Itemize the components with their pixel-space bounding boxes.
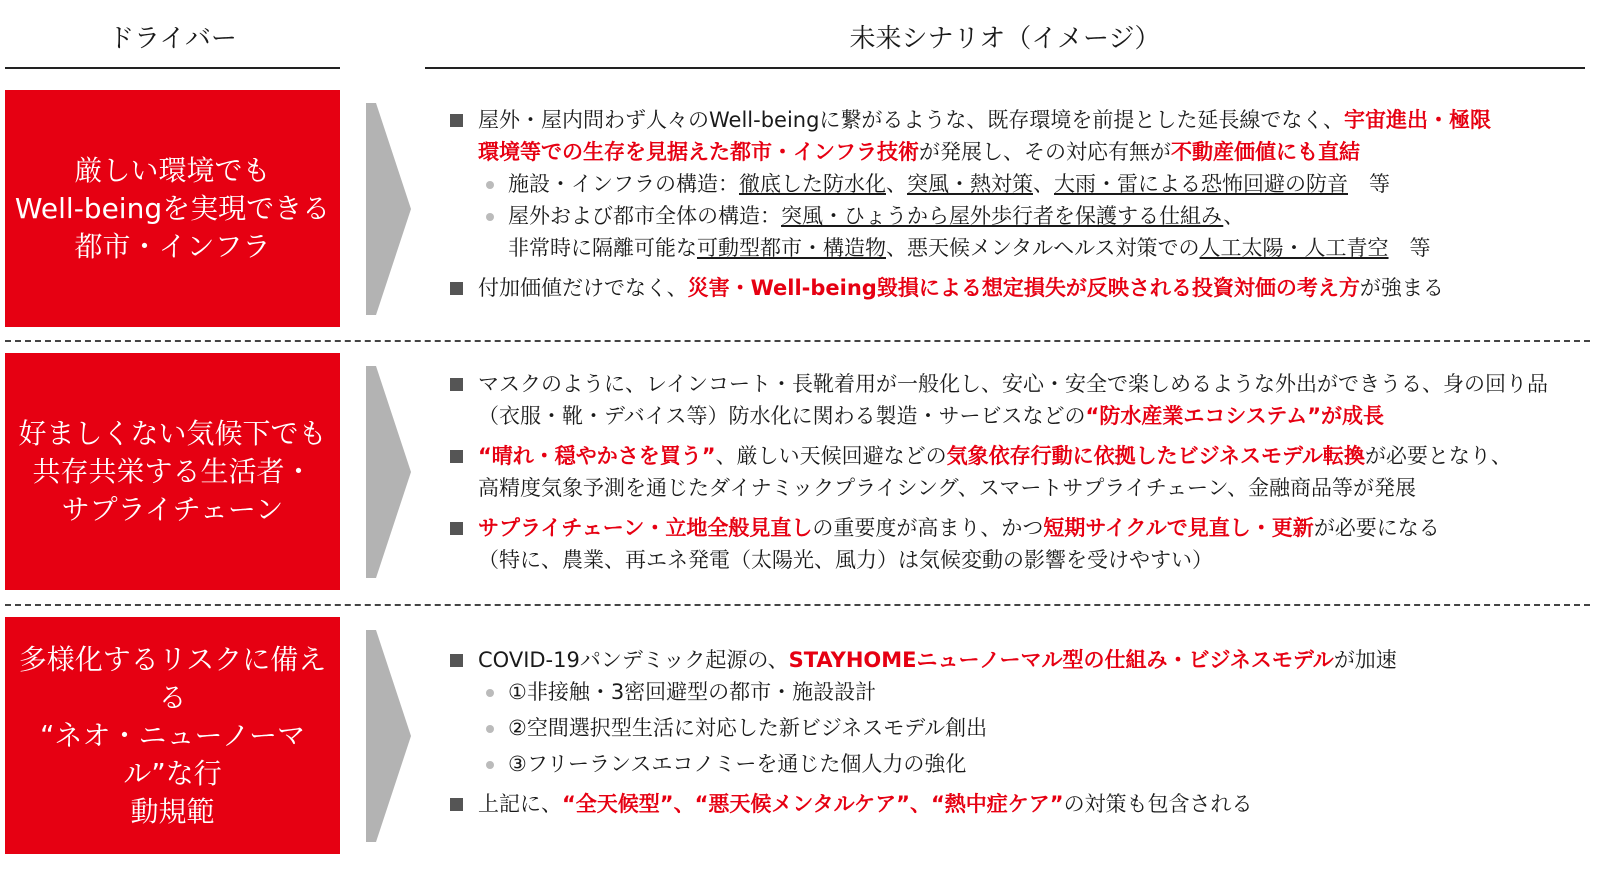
driver-3-line-2: “ネオ・ニューノーマル”な行 bbox=[39, 718, 306, 790]
underlined-text: 大雨・雷による恐怖回避の防音 bbox=[1054, 172, 1348, 196]
underlined-text: 徹底した防水化 bbox=[739, 172, 886, 196]
bullet-dot-icon bbox=[486, 761, 494, 769]
driver-1-line-2: Well-beingを実現できる bbox=[14, 191, 331, 225]
text-span: （特に、農業、再エネ発電（太陽光、風力）は気候変動の影響を受けやすい） bbox=[478, 548, 1213, 572]
text-span: （衣服・靴・デバイス等）防水化に関わる製造・サービスなどの bbox=[478, 404, 1086, 428]
bullet-dot-icon bbox=[486, 725, 494, 733]
underlined-text: 可動型都市・構造物 bbox=[697, 236, 886, 260]
chevron-arrow-1 bbox=[366, 103, 411, 315]
highlight-text: 災害・Well-being毀損による想定損失が反映される投資対価の考え方 bbox=[687, 276, 1360, 300]
text-span: ①非接触・3密回避型の都市・施設設計 bbox=[508, 680, 877, 704]
sub-bullet-continuation bbox=[450, 232, 1590, 264]
text-span: 、 bbox=[1223, 204, 1245, 228]
driver-1-line-1: 厳しい環境でも bbox=[74, 153, 271, 187]
sub-bullet-item bbox=[450, 200, 1590, 232]
bullet-continuation bbox=[450, 136, 1590, 168]
text-span: の対策も包含される bbox=[1063, 792, 1253, 816]
scenario-section-3 bbox=[450, 644, 1590, 820]
scenario-section-2 bbox=[450, 368, 1590, 576]
highlight-text: 環境等での生存を見据えた都市・インフラ技術 bbox=[478, 140, 919, 164]
highlight-text: STAYHOMEニューノーマル型の仕組み・ビジネスモデル bbox=[788, 648, 1334, 672]
driver-3-line-3: 動規範 bbox=[130, 794, 215, 828]
text-span: 付加価値だけでなく、 bbox=[478, 276, 688, 300]
text-span: 等 bbox=[1388, 236, 1431, 260]
bullet-item bbox=[450, 440, 1590, 472]
bullet-continuation bbox=[450, 400, 1590, 432]
text-span: 、 bbox=[886, 172, 907, 196]
highlight-text: 短期サイクルで見直し・更新 bbox=[1043, 516, 1314, 540]
text-span: 、悪天候メンタルヘルス対策での bbox=[886, 236, 1200, 260]
text-span: が必要となり、 bbox=[1364, 444, 1512, 468]
text-span: の重要度が高まり、かつ bbox=[812, 516, 1044, 540]
chevron-arrow-2 bbox=[366, 366, 411, 578]
text-span: 屋外・屋内問わず人々のWell-beingに繋がるような、既存環境を前提とした延長線でなく、 bbox=[478, 108, 1345, 132]
bullet-item bbox=[450, 788, 1590, 820]
driver-3-line-1: 多様化するリスクに備える bbox=[18, 642, 327, 714]
driver-1-line-3: 都市・インフラ bbox=[74, 229, 271, 263]
scenario-section-1 bbox=[450, 104, 1590, 304]
underlined-text: 人工太陽・人工青空 bbox=[1199, 236, 1389, 260]
text-span: が必要になる bbox=[1313, 516, 1440, 540]
driver-2-line-2: 共存共栄する生活者・ bbox=[32, 454, 313, 488]
bullet-item bbox=[450, 644, 1590, 676]
text-span: 高精度気象予測を通じたダイナミックプライシング、スマートサプライチェーン、金融商品等が発展 bbox=[478, 476, 1416, 500]
highlight-text: 不動産価値にも直結 bbox=[1171, 140, 1360, 164]
scenario-header-rule bbox=[425, 67, 1585, 69]
text-span: 等 bbox=[1348, 172, 1390, 196]
chevron-arrow-3 bbox=[366, 630, 411, 842]
text-span: 施設・インフラの構造： bbox=[508, 172, 739, 196]
text-span: が発展し、その対応有無が bbox=[919, 140, 1171, 164]
sub-bullet-item bbox=[450, 712, 1590, 744]
highlight-text: 宇宙進出・極限 bbox=[1344, 108, 1492, 132]
sub-bullet-item bbox=[450, 748, 1590, 780]
bullet-continuation bbox=[450, 472, 1590, 504]
section-divider-1 bbox=[5, 340, 1590, 342]
text-span: 非常時に隔離可能な bbox=[508, 236, 697, 260]
text-span: ③フリーランスエコノミーを通じた個人力の強化 bbox=[508, 752, 967, 776]
text-span: 、厳しい天候回避などの bbox=[715, 444, 947, 468]
text-span: 上記に、 bbox=[478, 792, 562, 816]
driver-column-header: ドライバー bbox=[108, 24, 237, 54]
bullet-dot-icon bbox=[486, 181, 494, 189]
bullet-dot-icon bbox=[486, 213, 494, 221]
bullet-item bbox=[450, 368, 1590, 400]
underlined-text: 突風・熱対策 bbox=[907, 172, 1033, 196]
bullet-continuation bbox=[450, 544, 1590, 576]
bullet-dot-icon bbox=[486, 689, 494, 697]
underlined-text: 突風・ひょうから屋外歩行者を保護する仕組み bbox=[781, 204, 1224, 228]
text-span: 屋外および都市全体の構造： bbox=[508, 204, 781, 228]
driver-header-rule bbox=[5, 67, 340, 69]
driver-2-line-3: サプライチェーン bbox=[61, 492, 284, 526]
sub-bullet-item bbox=[450, 168, 1590, 200]
text-span: ②空間選択型生活に対応した新ビジネスモデル創出 bbox=[508, 716, 988, 740]
driver-box-2 bbox=[5, 353, 340, 590]
text-span: が加速 bbox=[1333, 648, 1397, 672]
driver-box-3 bbox=[5, 617, 340, 854]
highlight-text: “防水産業エコシステム”が成長 bbox=[1085, 404, 1385, 428]
driver-box-1 bbox=[5, 90, 340, 327]
highlight-text: “全天候型”、“悪天候メンタルケア”、“熱中症ケア” bbox=[562, 792, 1064, 816]
highlight-text: サプライチェーン・立地全般見直し bbox=[478, 516, 813, 540]
bullet-item bbox=[450, 272, 1590, 304]
text-span: が強まる bbox=[1359, 276, 1444, 300]
text-span: 、 bbox=[1033, 172, 1054, 196]
driver-2-line-1: 好ましくない気候下でも bbox=[18, 416, 327, 450]
sub-bullet-item bbox=[450, 676, 1590, 708]
highlight-text: 気象依存行動に依拠したビジネスモデル転換 bbox=[946, 444, 1365, 468]
bullet-item bbox=[450, 512, 1590, 544]
bullet-item bbox=[450, 104, 1590, 136]
section-divider-2 bbox=[5, 604, 1590, 606]
scenario-column-header: 未来シナリオ（イメージ） bbox=[849, 24, 1161, 54]
highlight-text: “晴れ・穏やかさを買う” bbox=[478, 444, 716, 468]
text-span: COVID-19パンデミック起源の、 bbox=[478, 648, 789, 672]
text-span: マスクのように、レインコート・長靴着用が一般化し、安心・安全で楽しめるような外出ができうる、身の回り品 bbox=[478, 372, 1548, 396]
